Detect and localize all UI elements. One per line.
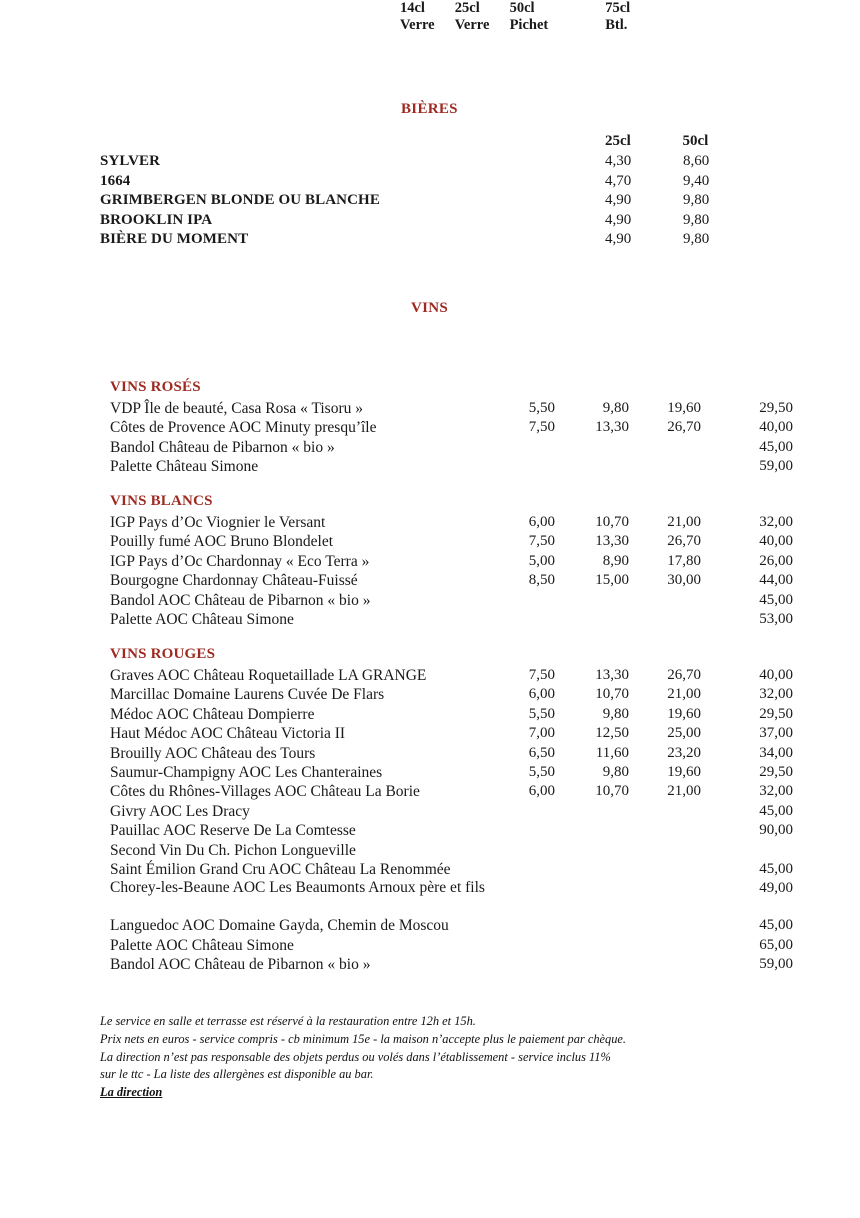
beer-price-50cl: 9,40 (683, 172, 710, 189)
beer-row (100, 211, 760, 231)
wine-price-75cl: 32,00 (759, 686, 793, 703)
wine-row (110, 571, 793, 590)
wine-subsection-title: VINS BLANCS (110, 493, 213, 509)
wine-price-75cl: 65,00 (759, 936, 793, 953)
wine-price-75cl: 45,00 (759, 802, 793, 819)
wines-column-50cl-size: 50cl (509, 0, 535, 16)
beers-section-title: BIÈRES (401, 101, 458, 117)
wine-price-75cl: 29,50 (759, 400, 793, 416)
wine-price-25cl: 9,80 (602, 400, 629, 416)
wine-price-14cl: 5,50 (528, 763, 555, 780)
wine-row (110, 513, 793, 532)
beer-price-25cl: 4,90 (605, 192, 632, 208)
beer-name: 1664 (100, 172, 131, 189)
footer-signature-line (100, 1084, 760, 1102)
wine-price-25cl: 11,60 (595, 744, 629, 761)
beer-name: BROOKLIN IPA (100, 211, 213, 228)
wine-name: Palette AOC Château Simone (110, 936, 294, 954)
wine-price-50cl: 21,00 (667, 514, 701, 530)
wines-header-spacer (0, 0, 400, 34)
wine-price-25cl: 13,30 (595, 419, 629, 436)
wine-row (110, 532, 793, 551)
wine-row (110, 916, 793, 935)
wine-row (110, 438, 793, 457)
wine-row (110, 841, 760, 860)
wine-price-75cl: 37,00 (759, 725, 793, 742)
wine-row (110, 955, 793, 974)
wine-name: Bourgogne Chardonnay Château-Fuissé (110, 572, 358, 590)
wines-column-25cl-size: 25cl (454, 0, 480, 16)
wines-column-25cl (455, 0, 510, 34)
wine-price-75cl: 53,00 (759, 610, 793, 627)
wine-name: Côtes du Rhônes-Villages AOC Château La Borie (110, 783, 420, 801)
wine-price-14cl: 5,50 (528, 705, 555, 722)
wine-price-14cl: 8,50 (528, 572, 555, 589)
wine-name: Palette Château Simone (110, 458, 259, 476)
wine-price-14cl: 6,00 (528, 514, 555, 530)
beer-name: BIÈRE DU MOMENT (100, 231, 249, 247)
wine-row (110, 821, 793, 840)
wine-name: Givry AOC Les Dracy (110, 802, 250, 820)
wine-row (110, 879, 793, 916)
wines-column-75cl-size: 75cl (605, 0, 631, 16)
wine-price-50cl: 21,00 (667, 783, 701, 800)
wines-column-25cl-type: Verre (454, 17, 490, 33)
wine-price-75cl: 90,00 (759, 822, 793, 839)
wine-price-14cl: 7,00 (528, 725, 555, 742)
wine-name: Saumur-Champigny AOC Les Chanteraines (110, 763, 383, 781)
beers-table-header (100, 130, 760, 152)
wine-price-75cl: 45,00 (759, 438, 793, 455)
beer-name: GRIMBERGEN BLONDE OU BLANCHE (100, 192, 380, 208)
beers-column-50cl: 50cl (682, 133, 709, 149)
beer-row (100, 152, 760, 172)
wine-name: Haut Médoc AOC Château Victoria II (110, 725, 346, 743)
wine-name: IGP Pays d’Oc Chardonnay « Eco Terra » (110, 552, 370, 570)
footer-signature: La direction (100, 1085, 163, 1100)
wine-price-14cl: 6,00 (528, 686, 555, 703)
wine-price-75cl: 45,00 (759, 860, 793, 877)
beer-price-50cl: 8,60 (683, 153, 710, 169)
wine-name: Pouilly fumé AOC Bruno Blondelet (110, 533, 334, 551)
wine-price-14cl: 5,00 (528, 552, 555, 569)
wine-name: Graves AOC Château Roquetaillade LA GRANGE (110, 667, 427, 684)
wine-price-75cl: 59,00 (759, 956, 793, 973)
wine-name: Bandol Château de Pibarnon « bio » (110, 438, 335, 456)
beer-price-25cl: 4,90 (605, 211, 632, 228)
wine-price-50cl: 19,60 (667, 400, 701, 416)
wine-name: Côtes de Provence AOC Minuty presqu’île (110, 419, 377, 437)
wine-price-25cl: 12,50 (595, 725, 629, 742)
wine-price-50cl: 25,00 (667, 725, 701, 742)
wine-price-50cl: 17,80 (667, 552, 701, 569)
wine-name: VDP Île de beauté, Casa Rosa « Tisoru » (110, 400, 364, 417)
wine-price-75cl: 29,50 (759, 763, 793, 780)
beers-rows (100, 152, 760, 250)
wine-price-14cl: 6,50 (528, 744, 555, 761)
wine-price-14cl: 6,00 (528, 783, 555, 800)
wine-section-roses (110, 378, 793, 477)
wine-price-25cl: 10,70 (595, 686, 629, 703)
footer-line: sur le ttc - La liste des allergènes est disponible au bar. (100, 1067, 374, 1082)
wine-price-50cl: 21,00 (667, 686, 701, 703)
wine-price-25cl: 10,70 (595, 783, 629, 800)
beer-row (100, 172, 760, 192)
wines-column-14cl-type: Verre (400, 17, 435, 33)
beer-price-25cl: 4,70 (605, 172, 632, 189)
wine-price-75cl: 40,00 (759, 419, 793, 436)
wine-row (110, 552, 793, 571)
wine-price-25cl: 10,70 (595, 514, 629, 530)
wine-name: Pauillac AOC Reserve De La Comtesse (110, 822, 356, 840)
wine-price-25cl: 8,90 (602, 552, 629, 569)
wine-price-25cl: 9,80 (602, 763, 629, 780)
wine-name: IGP Pays d’Oc Viognier le Versant (110, 514, 326, 531)
wine-name: Brouilly AOC Château des Tours (110, 744, 316, 762)
wine-name: Second Vin Du Ch. Pichon Longueville (110, 841, 356, 859)
wine-price-50cl: 23,20 (667, 744, 701, 761)
wine-price-50cl: 26,70 (667, 419, 701, 436)
wine-price-14cl: 5,50 (528, 400, 555, 416)
beer-price-50cl: 9,80 (683, 192, 710, 208)
wine-price-75cl: 45,00 (759, 917, 793, 934)
wine-price-25cl: 13,30 (595, 533, 629, 550)
wine-name: Bandol AOC Château de Pibarnon « bio » (110, 956, 371, 974)
beer-row (100, 230, 760, 250)
wine-price-75cl: 44,00 (759, 572, 793, 589)
wine-price-50cl: 26,70 (667, 533, 701, 550)
wine-price-75cl: 32,00 (759, 783, 793, 800)
footer-line: Prix nets en euros - service compris - cb minimum 15e - la maison n’accepte plus le paiement par chèque. (100, 1031, 627, 1046)
beers-header-spacer (100, 130, 605, 152)
wine-price-14cl: 7,50 (528, 667, 555, 683)
wine-row (110, 860, 793, 879)
wine-price-75cl: 40,00 (759, 667, 793, 683)
wines-column-75cl (605, 0, 660, 34)
beer-price-25cl: 4,30 (605, 153, 632, 169)
beers-table (100, 130, 760, 250)
wine-price-50cl: 19,60 (667, 763, 701, 780)
wine-price-25cl: 15,00 (595, 572, 629, 589)
wine-section-blancs (110, 492, 793, 629)
wine-price-14cl: 7,50 (528, 419, 555, 436)
wine-name: Languedoc AOC Domaine Gayda, Chemin de Moscou (110, 917, 449, 935)
wine-section-rouges (110, 645, 793, 974)
wine-price-50cl: 30,00 (667, 572, 701, 589)
wine-row (110, 457, 793, 476)
wine-price-75cl: 45,00 (759, 591, 793, 608)
wines-column-50cl (510, 0, 571, 34)
wine-subsection-title: VINS ROSÉS (110, 379, 201, 395)
footer-legal-notice (100, 1013, 760, 1102)
wines-column-14cl-size: 14cl (400, 0, 425, 16)
beers-column-25cl: 25cl (605, 133, 631, 149)
wines-table-header (0, 0, 660, 34)
wine-price-75cl: 40,00 (759, 533, 793, 550)
wine-price-75cl: 32,00 (759, 514, 793, 530)
wine-row (110, 763, 793, 782)
wine-row (110, 782, 793, 801)
wine-price-75cl: 26,00 (759, 552, 793, 569)
footer-line: Le service en salle et terrasse est réservé à la restauration entre 12h et 15h. (100, 1014, 476, 1028)
wine-price-25cl: 9,80 (602, 705, 629, 722)
wine-row (110, 591, 793, 610)
wine-price-75cl: 29,50 (759, 705, 793, 722)
wine-price-75cl: 49,00 (759, 880, 793, 897)
wine-price-75cl: 34,00 (759, 744, 793, 761)
footer-line: La direction n’est pas responsable des objets perdus ou volés dans l’établissement - service inclus 11% (100, 1049, 611, 1064)
wines-section-title: VINS (411, 300, 449, 316)
beer-price-25cl: 4,90 (605, 231, 632, 247)
wine-subsection-title: VINS ROUGES (110, 646, 216, 662)
wine-row (110, 705, 793, 724)
beer-price-50cl: 9,80 (683, 231, 710, 247)
wine-price-50cl: 19,60 (667, 705, 701, 722)
wine-row (110, 936, 793, 955)
wine-price-75cl: 59,00 (759, 458, 793, 475)
wines-column-75cl-type: Btl. (605, 17, 628, 33)
wine-name: Médoc AOC Château Dompierre (110, 705, 315, 723)
beer-row (100, 191, 760, 211)
wine-row (110, 744, 793, 763)
wine-price-14cl: 7,50 (528, 533, 555, 550)
wines-column-50cl-type: Pichet (509, 17, 549, 33)
wines-column-14cl (400, 0, 455, 34)
wine-price-25cl: 13,30 (595, 667, 629, 683)
wine-row (110, 685, 793, 704)
wine-row (110, 724, 793, 743)
beer-price-50cl: 9,80 (683, 211, 710, 228)
wine-row (110, 399, 793, 418)
wine-row (110, 802, 793, 821)
wine-name: Bandol AOC Château de Pibarnon « bio » (110, 591, 371, 609)
beer-name: SYLVER (100, 153, 161, 169)
wine-name: Marcillac Domaine Laurens Cuvée De Flars (110, 686, 385, 704)
wine-row (110, 666, 793, 685)
wine-name: Saint Émilion Grand Cru AOC Château La Renommée (110, 860, 451, 878)
wine-row (110, 610, 793, 629)
wine-name: Palette AOC Château Simone (110, 610, 294, 628)
wine-row (110, 418, 793, 437)
wine-price-50cl: 26,70 (667, 667, 701, 683)
wine-name: Chorey-les-Beaune AOC Les Beaumonts Arnoux père et fils (110, 879, 485, 897)
